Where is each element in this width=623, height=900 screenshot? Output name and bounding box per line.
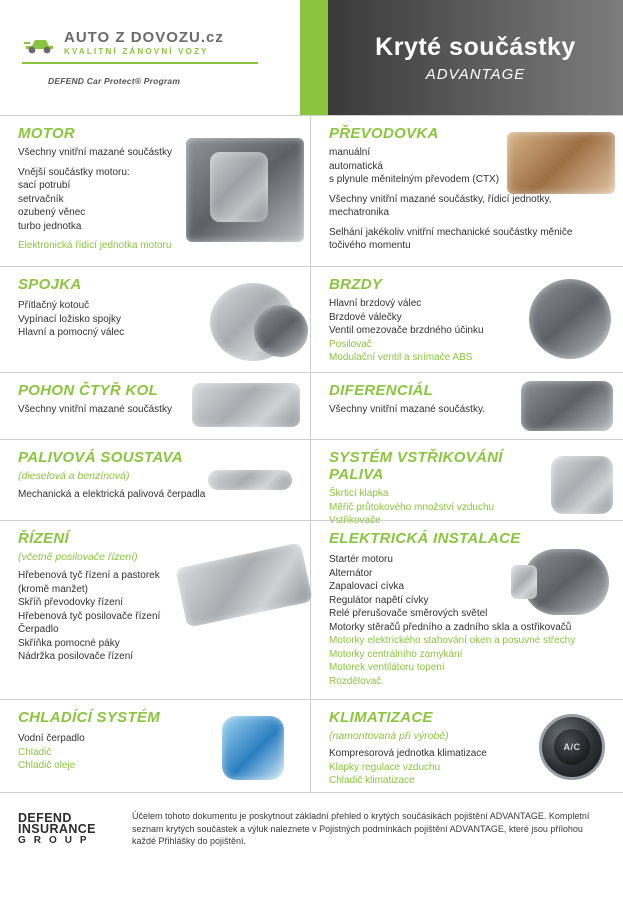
section-items (329, 487, 559, 528)
section-row (0, 440, 623, 526)
list-item: Alternátor (329, 567, 373, 579)
list-item: Hřebenová tyč řízení a pastorek (18, 570, 160, 581)
section-motor (0, 116, 311, 266)
section-title: DIFERENCIÁL (329, 382, 434, 399)
section-brzdy (311, 267, 623, 372)
ac-compressor-photo (539, 714, 605, 780)
section-prevodovka-text (329, 125, 611, 253)
logo-tagline: KVALITNÍ ZÁNOVNÍ VOZY (64, 46, 209, 56)
list-item: Zapalovací cívka (329, 581, 405, 592)
section-title: KLIMATIZACE (329, 709, 433, 726)
section-title: SPOJKA (18, 276, 82, 293)
list-item: sací potrubí (18, 180, 71, 191)
water-pump-photo (222, 716, 284, 780)
section-diferencial (311, 373, 623, 439)
list-item: Elektronická řídicí jednotka motoru (18, 240, 172, 251)
list-item: Vypínací ložisko spojky (18, 313, 122, 325)
section-prevodovka (311, 116, 623, 266)
list-item: Selhání jakékoliv vnitřní mechanické součástky měniče točivého momentu (329, 226, 573, 251)
section-pohon (0, 373, 311, 439)
section-title: POHON ČTYŘ KOL (18, 382, 159, 399)
list-item: manuální (329, 147, 371, 158)
section-subtitle: (včetně posilovače řízení) (18, 551, 138, 563)
section-items (18, 732, 228, 773)
list-item: Ventil omezovače brzdného účinku (329, 325, 484, 336)
document-header (0, 0, 623, 115)
list-item: Všechny vnitřní mazané součástky. (329, 404, 485, 415)
logo-underline (22, 62, 258, 64)
ac-label: A/C (554, 729, 590, 765)
logo-main-text: AUTO Z DOVOZU.cz (64, 28, 224, 46)
list-item: Přítlačný kotouč (18, 300, 90, 311)
section-items (18, 299, 228, 340)
program-line: DEFEND Car Protect® Program (48, 75, 181, 86)
section-row (0, 700, 623, 793)
header-title-block (328, 0, 623, 115)
list-item: Chladič (18, 746, 52, 758)
list-item: Motorky centrálního zamykání (329, 648, 463, 660)
list-item: Motorky elektrického stahování oken a posuvné střechy (329, 635, 576, 646)
section-chladici (0, 700, 311, 792)
footer-disclaimer: Účelem tohoto dokumentu je poskytnout základní přehled o krytých součásikách pojištění ADVANTAGE. Kompletní seznam krytých součástek a výluk naleznete v Pojistných podmínkách pojištění ADVANTAGE, které jsou přílohou každé Přihlášky do pojištění. (132, 811, 590, 847)
throttle-body-photo (551, 456, 613, 514)
list-item: Nádržka posilovače řízení (18, 651, 134, 662)
list-item: Všechny vnitřní mazané součástky, řídicí jednotky, mechatronika (329, 193, 552, 218)
list-item: Startér motoru (329, 554, 393, 565)
list-item: Vodní čerpadlo (18, 733, 85, 744)
section-title: BRZDY (329, 276, 383, 293)
list-item: Chladič klimatizace (329, 775, 415, 786)
list-item: Hlavní brzdový válec (329, 298, 422, 309)
section-title: MOTOR (18, 125, 76, 142)
clutch-photo-second (254, 305, 308, 357)
list-item: Regulátor napětí cívky (329, 594, 429, 606)
list-item: Skříňka pomocné páky (18, 637, 120, 649)
section-items (329, 553, 611, 688)
list-item: Všechny vnitřní mazané součástky (18, 404, 172, 415)
section-items (18, 403, 228, 417)
section-row (0, 116, 623, 267)
page-title: Kryté součástky (375, 32, 576, 61)
section-spojka (0, 267, 311, 372)
list-item: turbo jednotka (18, 220, 82, 232)
list-item: Motorek ventilátoru topení (329, 662, 445, 673)
document-footer (0, 793, 623, 855)
section-vstrikovani-text (329, 449, 559, 528)
sections-grid (0, 115, 623, 793)
logo-domain-suffix: .cz (200, 28, 224, 46)
list-item: Hřebenová tyč posilovače řízení (18, 610, 161, 622)
header-green-strip (300, 0, 328, 115)
list-item: s plynule měnitelným převodem (CTX) (329, 174, 500, 185)
list-item: (kromě manžet) (18, 583, 89, 595)
section-klimatizace (311, 700, 623, 792)
list-item: Hlavní a pomocný válec (18, 327, 125, 338)
footer-logo-line3: G R O U P (18, 834, 90, 846)
section-row (0, 521, 623, 700)
section-rizeni-text (18, 530, 228, 664)
section-items (18, 569, 228, 664)
footer-logo-line2: INSURANCE (18, 821, 96, 836)
section-items (18, 146, 228, 253)
list-item: ozubený věnec (18, 207, 86, 218)
section-title: ŘÍZENÍ (18, 530, 69, 547)
section-title: SYSTÉM VSTŘIKOVÁNÍ PALIVA (329, 449, 503, 483)
section-title: PALIVOVÁ SOUSTAVA (18, 449, 183, 466)
list-item: Vstřikovače (329, 515, 381, 526)
section-brzdy-text (329, 276, 539, 365)
section-title: CHLADÍCÍ SYSTÉM (18, 709, 161, 726)
section-items (329, 297, 539, 365)
list-item: Rozdělovač (329, 675, 382, 687)
list-item: Brzdové válečky (329, 311, 402, 323)
section-pohon-text (18, 382, 228, 417)
section-row (0, 373, 623, 440)
page-subtitle: ADVANTAGE (425, 65, 526, 83)
list-item: Mechanická a elektrická palivová čerpadla (18, 489, 206, 500)
list-item: Škrticí klapka (329, 488, 389, 499)
list-item: Klapky regulace vzduchu (329, 761, 441, 773)
section-row (0, 267, 623, 373)
logo (22, 30, 300, 56)
brand-block (0, 0, 300, 115)
section-subtitle: (namontovaná při výrobě) (329, 730, 449, 742)
section-palivova-text (18, 449, 228, 502)
section-diferencial-text (329, 382, 539, 417)
list-item: Vnější součástky motoru: (18, 166, 130, 178)
section-elektricka-text (329, 530, 611, 688)
list-item: Chladič oleje (18, 760, 76, 771)
defend-insurance-logo (18, 810, 122, 846)
section-chladici-text (18, 709, 228, 773)
section-vstrikovani (311, 440, 623, 526)
section-spojka-text (18, 276, 228, 340)
section-palivova (0, 440, 311, 520)
section-rizeni (0, 521, 311, 699)
section-title: ELEKTRICKÁ INSTALACE (329, 530, 521, 547)
section-items (329, 403, 539, 417)
brake-disc-photo (529, 279, 611, 359)
section-title: PŘEVODOVKA (329, 125, 439, 142)
list-item: Všechny vnitřní mazané součástky (18, 147, 172, 158)
section-subtitle: (dieselová a benzínová) (18, 470, 130, 482)
list-item: Posilovač (329, 338, 372, 350)
section-motor-text (18, 125, 228, 253)
list-item: Kompresorová jednotka klimatizace (329, 748, 487, 759)
section-items (329, 747, 539, 788)
list-item: Skříň převodovky řízení (18, 597, 124, 608)
section-klimatizace-text (329, 709, 539, 788)
list-item: automatická (329, 160, 383, 172)
logo-text (64, 30, 224, 56)
list-item: Motorky stěračů předního a zadního skla a ostřikovačů (329, 621, 572, 633)
list-item: Čerpadlo (18, 624, 59, 635)
section-items (18, 488, 228, 502)
car-icon (22, 31, 56, 55)
list-item: Měřič průtokového množství vzduchu (329, 501, 495, 513)
footer-logo-line1: DEFEND (18, 810, 72, 825)
list-item: setrvačník (18, 193, 64, 205)
list-item: Relé přerušovače směrových světel (329, 608, 488, 619)
section-items (329, 146, 611, 253)
section-elektricka (311, 521, 623, 699)
list-item: Modulační ventil a snímače ABS (329, 352, 473, 363)
